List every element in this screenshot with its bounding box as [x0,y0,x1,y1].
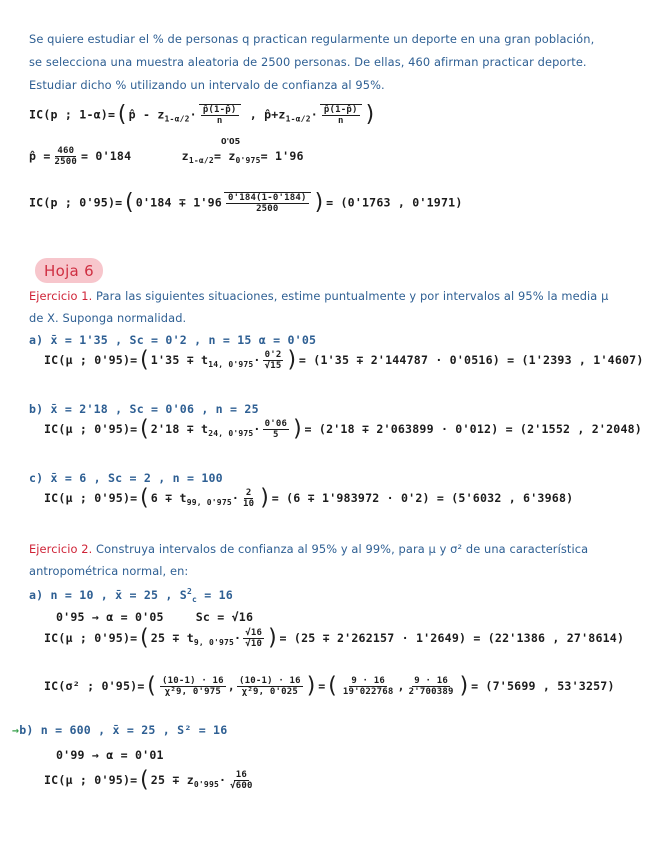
ej1-b-header: b) x̄ = 2'18 , Sc = 0'06 , n = 25 [29,402,259,416]
ej2-a-mu-interval: IC(μ ; $0'95)=(25 \mp t_{9, 0'975}\cdot$ $\frac{√16}{√10}$ )= (25 ∓ 2'262157 · 1'2649) = (22'1386 , 27'8614) [44,625,625,651]
ej2-a-var-interval: IC(σ² ; 0'95)=( $\frac{(10-1) \cdot 16}{\text{χ²9, 0'975}}$ , $\frac{(10-1) \cdot 16}{\text{χ²9, 0'025}}$ )=( $\frac{9 \cdot 16}{19'022768}$ , $\frac{9 \cdot 16}{2'700389}$ )= (7'5699 , 53'3257) [44,673,615,699]
intro-line-1: Se quiere estudiar el % de personas q practican regularmente un deporte en una gran población, [29,32,595,46]
phat-line: p̂ = $\frac{460}{2500}$ = 0'184 $z_{1-\alpha/2}= z_{0'975}= 1'96$ [29,146,304,167]
ej2-a-alpha: 0'95 → α = 0'05 Sc = √16 [56,610,254,624]
ej1-c-header: c) x̄ = 6 , Sc = 2 , n = 100 [29,471,223,485]
ic-p-line: IC(p ; 0'95)=(0'184 ∓ 1'96 $\frac{0'184(1-0'184)}{2500}$ )= (0'1763 , 0'1971) [29,190,463,215]
ej2-a-header: a) n = 10 , x̄ = 25 , $S^2_c = 16$ [29,587,233,604]
ej2-b-alpha: 0'99 → α = 0'01 [56,748,164,762]
ej2-b-header: →b) n = 600 , x̄ = 25 , S² = 16 [12,723,228,737]
z-annotation: 0'05 [221,137,241,146]
ej2-statement-2: antropométrica normal, en: [29,564,189,578]
ej1-statement: Ejercicio 1. Para las siguientes situaciones, estime puntualmente y por intervalos al 95% la media μ [29,289,609,303]
ej2-b-interval: IC(μ ; $0'95)=(25 \mp z_{0'995}\cdot$ $\frac{16}{√600}$ [44,767,253,793]
arrow-right-icon: → [12,723,20,737]
ej1-a-interval: IC(μ ; $0'95)=(1'35 \mp t_{14, 0'975}\cdot$ $\frac{0'2}{√15}$ )= (1'35 ∓ 2'144787 · 0'0516) = (1'2393 , 1'4607) [44,347,644,373]
intro-line-2: se selecciona una muestra aleatoria de 2500 personas. De ellas, 460 afirman practicar deporte. [29,55,587,69]
hoja-badge: Hoja 6 [35,258,103,283]
ej1-a-header: a) x̄ = 1'35 , Sc = 0'2 , n = 15 α = 0'05 [29,333,317,347]
ej1-c-interval: IC(μ ; $0'95)=(6 \mp t_{99, 0'975}\cdot$ $\frac{2}{10}$ )= (6 ∓ 1'983972 · 0'2) = (5'6032 , 6'3968) [44,485,574,511]
intro-line-3: Estudiar dicho % utilizando un intervalo de confianza al 95%. [29,78,385,92]
formula-general: IC(p ; 1-α)=(p̂ - $z_{1-\alpha/2}\cdot$ $\frac{p̂(1-p̂)}{n}$ , $p̂+z_{1-\alpha/2}\cdot$ $\frac{p̂(1-p̂)}{n}$ ) [29,102,378,127]
ej1-statement-2: de X. Suponga normalidad. [29,311,187,325]
ej1-b-interval: IC(μ ; $0'95)=(2'18 \mp t_{24, 0'975}\cdot$ $\frac{0'06}{5}$ )= (2'18 ∓ 2'063899 · 0'012) = (2'1552 , 2'2048) [44,416,642,442]
ej2-statement: Ejercicio 2. Construya intervalos de confianza al 95% y al 99%, para μ y σ² de una característica [29,542,589,556]
